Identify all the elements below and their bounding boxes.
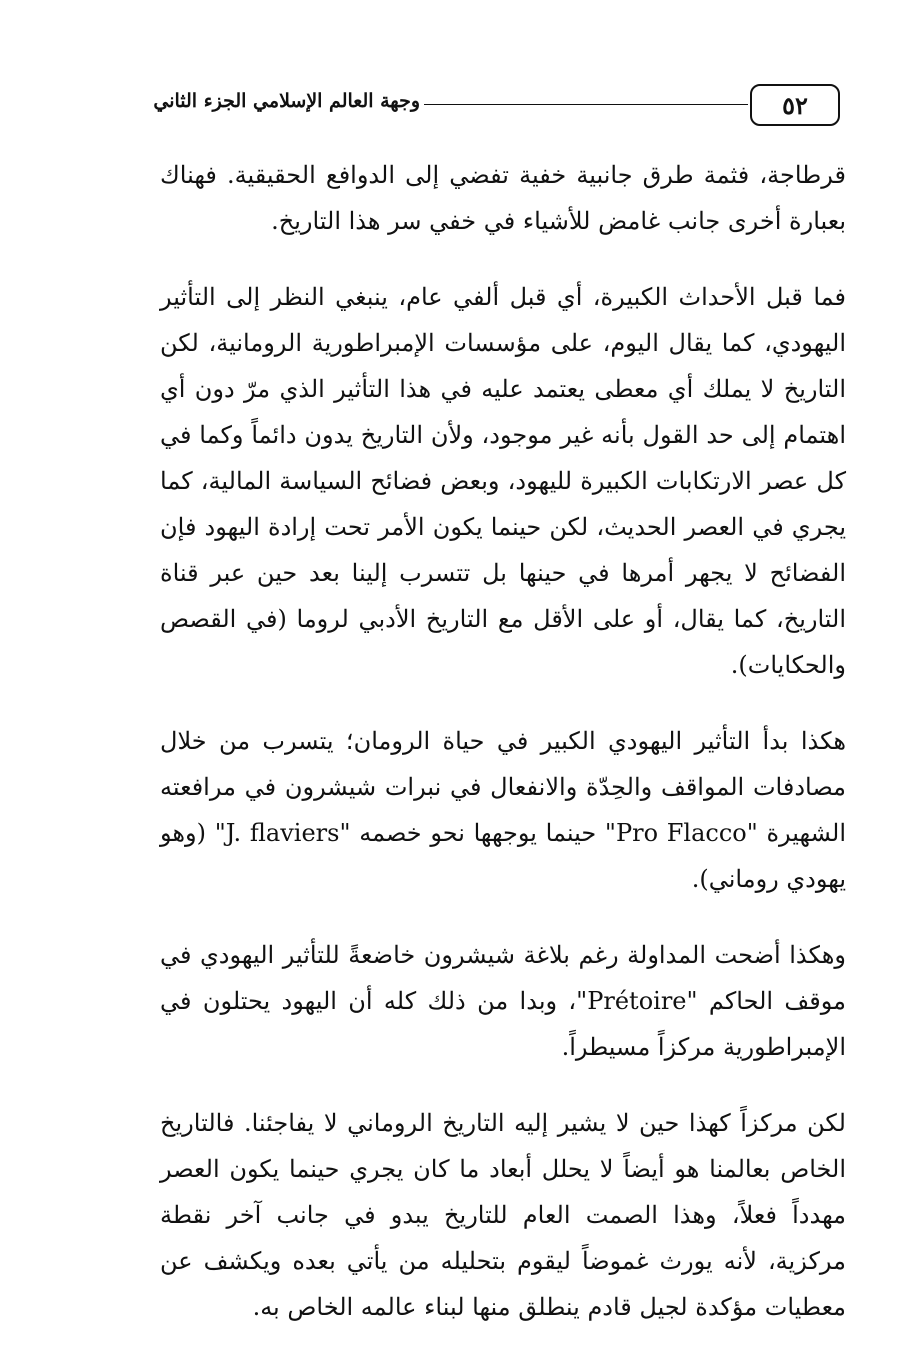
paragraph-3: هكذا بدأ التأثير اليهودي الكبير في حياة الرومان؛ يتسرب من خلال مصادفات المواقف والحِدّة والانفعال في نبرات شيشرون في مرافعته الشهيرة "Pro Flacco" حينما يوجهها نحو خصمه "J. flaviers" (وهو يهودي روماني). [160,727,846,893]
paragraph-1: قرطاجة، فثمة طرق جانبية خفية تفضي إلى الدوافع الحقيقية. فهناك بعبارة أخرى جانب غامض للأشياء في خفي سر هذا التاريخ. [160,161,846,235]
running-title: وجهة العالم الإسلامي الجزء الثاني [153,90,420,112]
paragraph-4: وهكذا أضحت المداولة رغم بلاغة شيشرون خاضعةً للتأثير اليهودي في موقف الحاكم "Prétoire"، وبدا من ذلك كله أن اليهود يحتلون في الإمبراطورية مركزاً مسيطراً. [160,941,846,1061]
page-number: ٥٢ [750,84,840,126]
page-body [160,152,846,1360]
page-header [153,84,840,126]
paragraph-2: فما قبل الأحداث الكبيرة، أي قبل ألفي عام، ينبغي النظر إلى التأثير اليهودي، كما يقال اليوم، على مؤسسات الإمبراطورية الرومانية، لكن التاريخ لا يملك أي معطى يعتمد عليه في هذا التأثير الذي مرّ دون أي اهتمام إلى حد القول بأنه غير موجود، ولأن التاريخ يدون دائماً وكما في كل عصر الارتكابات الكبيرة لليهود، وبعض فضائح السياسة المالية، كما يجري في العصر الحديث، لكن حينما يكون الأمر تحت إرادة اليهود فإن الفضائح لا يجهر أمرها في حينها بل تتسرب إلينا بعد حين عبر قناة التاريخ، كما يقال، أو على الأقل مع التاريخ الأدبي لروما (في القصص والحكايات). [160,283,847,679]
header-rule [424,104,748,105]
paragraph-5: لكن مركزاً كهذا حين لا يشير إليه التاريخ الروماني لا يفاجئنا. فالتاريخ الخاص بعالمنا هو أيضاً لا يحلل أبعاد ما كان يجري حينما يكون العصر مهدداً فعلاً، وهذا الصمت العام للتاريخ يبدو في جانب آخر نقطة مركزية، لأنه يورث غموضاً ليقوم بتحليله من يأتي بعده ويكشف عن معطيات مؤكدة لجيل قادم ينطلق منها لبناء عالمه الخاص به. [160,1109,846,1321]
